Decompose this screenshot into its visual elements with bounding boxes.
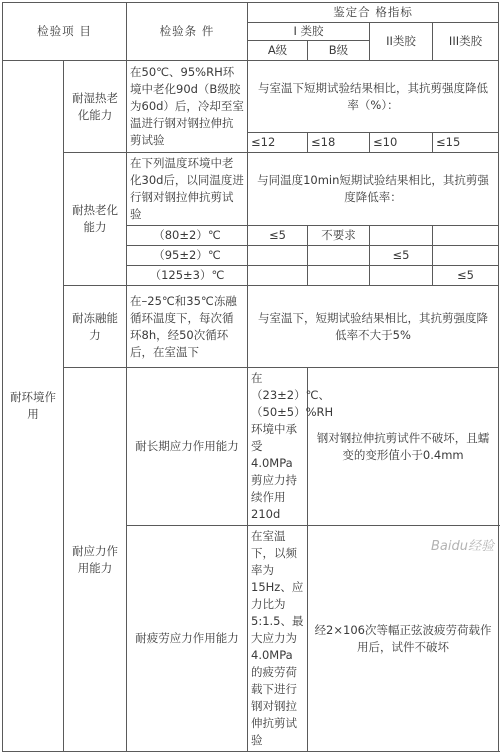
header-grade-b: B级 xyxy=(308,41,370,61)
spec-table xyxy=(2,2,499,752)
temp-80: （80±2）℃ xyxy=(127,226,248,246)
temp-80-class3 xyxy=(433,226,499,246)
temp-95-class2: ≤5 xyxy=(370,246,433,266)
requirement-freeze-thaw: 与室温下，短期试验结果相比，其抗剪强度降低率不大于5% xyxy=(248,286,499,368)
item-humid-heat: 耐湿热老化能力 xyxy=(64,61,127,153)
requirement-long-term-stress: 钢对钢拉伸抗剪试件不破坏，且蠕变的变形值小于0.4mm xyxy=(308,368,499,526)
header-condition: 检验条 件 xyxy=(127,3,248,61)
condition-humid-heat: 在50℃、95%RH环境中老化90d（B级胶为60d）后，冷却至室温进行钢对钢拉伸抗剪试验 xyxy=(127,61,248,153)
header-class3: III类胶 xyxy=(433,23,499,61)
humid-grade-b-value: ≤18 xyxy=(308,133,370,153)
humid-class2-value: ≤10 xyxy=(370,133,433,153)
watermark: Baidu经验 xyxy=(431,539,494,554)
header-item: 检验项 目 xyxy=(3,3,127,61)
temp-80-grade-a: ≤5 xyxy=(248,226,308,246)
condition-long-term-stress: 在（23±2）℃、（50±5）%RH环境中承受4.0MPa剪应力持续作用210d xyxy=(248,368,308,526)
item-heat-aging: 耐热老化能力 xyxy=(64,153,127,286)
item-long-term-stress: 耐长期应力作用能力 xyxy=(127,368,248,526)
header-grade-a: A级 xyxy=(248,41,308,61)
header-indicator: 鉴定合 格指标 xyxy=(248,3,499,23)
header-class1: I 类胶 xyxy=(248,23,370,41)
group-stress: 耐应力作用能力 xyxy=(64,368,127,752)
item-freeze-thaw: 耐冻融能力 xyxy=(64,286,127,368)
temp-95: （95±2）℃ xyxy=(127,246,248,266)
temp-125-grade-b xyxy=(308,266,370,286)
header-class2: II类胶 xyxy=(370,23,433,61)
temp-80-class2 xyxy=(370,226,433,246)
temp-95-grade-a xyxy=(248,246,308,266)
temp-95-grade-b xyxy=(308,246,370,266)
condition-fatigue-stress: 在室温下，以频率为15Hz、应力比为5:1.5、最大应力为4.0MPa的疲劳荷载下进行钢对钢拉伸抗剪试验 xyxy=(248,526,308,752)
temp-125: （125±3）℃ xyxy=(127,266,248,286)
humid-grade-a-value: ≤12 xyxy=(248,133,308,153)
condition-heat-aging: 在下列温度环境中老化30d后，以同温度进行钢对钢拉伸抗剪试验 xyxy=(127,153,248,226)
requirement-humid-heat: 与室温下短期试验结果相比，其抗剪强度降低率（%）： xyxy=(248,61,499,133)
item-fatigue-stress: 耐疲劳应力作用能力 xyxy=(127,526,248,752)
temp-95-class3 xyxy=(433,246,499,266)
temp-80-grade-b: 不要求 xyxy=(308,226,370,246)
temp-125-grade-a xyxy=(248,266,308,286)
condition-freeze-thaw: 在–25℃和35℃冻融循环温度下，每次循环8h，经50次循环后，在室温下 xyxy=(127,286,248,368)
requirement-heat-aging: 与同温度10min短期试验结果相比，其抗剪强度降低率： xyxy=(248,153,499,226)
humid-class3-value: ≤15 xyxy=(433,133,499,153)
temp-125-class2 xyxy=(370,266,433,286)
temp-125-class3: ≤5 xyxy=(433,266,499,286)
group-environment: 耐环境作用 xyxy=(3,61,64,752)
requirement-fatigue-stress: 经2×106次等幅正弦波疲劳荷载作用后，试件不破坏 xyxy=(308,526,499,752)
